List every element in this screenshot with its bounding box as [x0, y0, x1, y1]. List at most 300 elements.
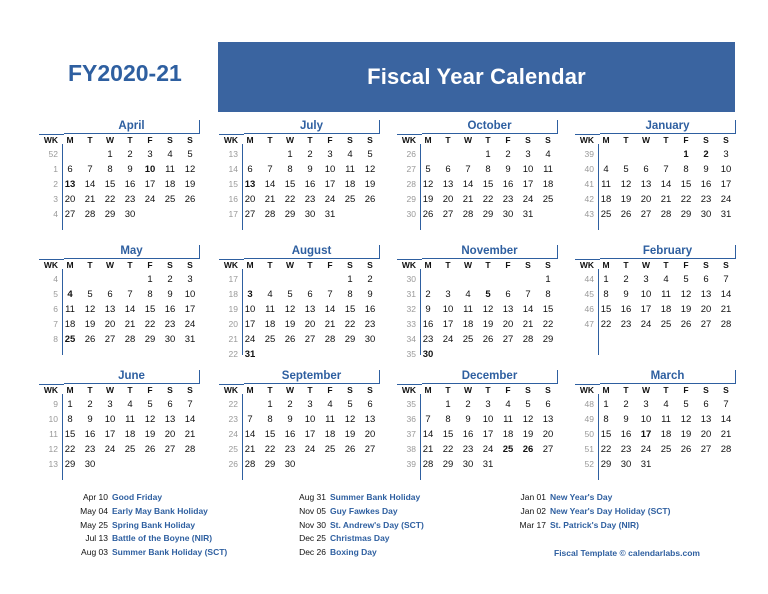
weekday-header: F [683, 135, 689, 145]
weekday-header: T [623, 260, 629, 270]
week-row [38, 333, 203, 346]
day-cell: 26 [680, 444, 692, 455]
day-cell: 9 [623, 414, 629, 425]
weekday-header: S [723, 385, 729, 395]
holiday-item [286, 532, 501, 546]
month-may [38, 245, 203, 363]
day-cell: 28 [84, 209, 96, 220]
week-row [574, 208, 739, 221]
day-cell: 2 [425, 289, 431, 300]
weekday-header: S [545, 385, 551, 395]
week-number: 13 [228, 149, 238, 159]
week-header: WK [401, 260, 416, 270]
day-cell: 30 [700, 209, 712, 220]
holiday-column [506, 491, 721, 532]
week-row [574, 163, 739, 176]
day-cell: 9 [425, 304, 431, 315]
week-number: 46 [584, 304, 594, 314]
week-header: WK [579, 135, 594, 145]
weekday-header: M [246, 385, 254, 395]
weekday-header: T [663, 385, 669, 395]
day-cell: 25 [600, 209, 612, 220]
week-row [218, 178, 383, 191]
day-cell: 17 [104, 429, 116, 440]
day-cell: 8 [107, 164, 113, 175]
day-cell: 18 [660, 304, 672, 315]
day-cell: 30 [284, 459, 296, 470]
day-cell: 6 [545, 399, 551, 410]
day-cell: 26 [144, 444, 156, 455]
weekday-header: T [87, 260, 93, 270]
day-cell: 28 [422, 459, 434, 470]
day-cell: 21 [244, 444, 256, 455]
day-cell: 8 [347, 289, 353, 300]
week-number: 51 [584, 444, 594, 454]
day-cell: 11 [165, 164, 175, 175]
weekday-header-row [218, 134, 383, 147]
week-number: 18 [228, 289, 238, 299]
day-cell: 25 [64, 334, 76, 345]
holiday-item [68, 519, 283, 533]
day-cell: 18 [344, 179, 356, 190]
weekday-header-row [38, 134, 203, 147]
day-cell: 30 [462, 459, 474, 470]
holiday-item [68, 532, 283, 546]
day-cell: 16 [620, 304, 632, 315]
day-cell: 9 [623, 289, 629, 300]
day-cell: 17 [720, 179, 732, 190]
week-number: 34 [406, 334, 416, 344]
week-header: WK [43, 260, 58, 270]
day-cell: 6 [247, 164, 253, 175]
weekday-header: T [127, 135, 133, 145]
weekday-header: T [307, 135, 313, 145]
day-cell: 22 [144, 319, 156, 330]
week-number: 23 [228, 414, 238, 424]
week-number: 35 [406, 399, 416, 409]
day-cell: 3 [327, 149, 333, 160]
day-cell: 26 [620, 209, 632, 220]
day-cell: 24 [304, 444, 316, 455]
day-cell: 19 [144, 429, 156, 440]
day-cell: 30 [620, 459, 632, 470]
week-row [38, 443, 203, 456]
day-cell: 3 [187, 274, 193, 285]
weekday-header: W [463, 135, 473, 145]
day-cell: 15 [680, 179, 692, 190]
day-cell: 19 [482, 319, 494, 330]
day-cell: 8 [67, 414, 73, 425]
weekday-header: F [327, 260, 333, 270]
day-cell: 12 [680, 289, 692, 300]
week-number: 49 [584, 414, 594, 424]
day-cell: 25 [502, 444, 514, 455]
weekday-header: S [167, 135, 173, 145]
day-cell: 4 [347, 149, 353, 160]
week-number: 29 [406, 194, 416, 204]
day-cell: 22 [542, 319, 554, 330]
holiday-date: Jan 02 [520, 505, 546, 516]
weekday-header: W [105, 260, 115, 270]
weekday-header: S [545, 135, 551, 145]
day-cell: 3 [643, 399, 649, 410]
day-cell: 29 [64, 459, 76, 470]
day-cell: 8 [683, 164, 689, 175]
day-cell: 27 [304, 334, 316, 345]
holiday-date: Jan 01 [520, 492, 546, 502]
day-cell: 23 [304, 194, 316, 205]
weekday-header: S [187, 385, 193, 395]
day-cell: 22 [600, 319, 612, 330]
day-cell: 17 [522, 179, 534, 190]
day-cell: 10 [144, 164, 156, 175]
day-cell: 20 [244, 194, 256, 205]
day-cell: 5 [525, 399, 531, 410]
week-row [574, 443, 739, 456]
weekday-header: T [445, 385, 451, 395]
holiday-item [68, 505, 283, 519]
day-cell: 1 [347, 274, 353, 285]
day-cell: 21 [324, 319, 336, 330]
month-name: June [64, 370, 200, 384]
weekday-header: F [147, 385, 153, 395]
day-cell: 15 [600, 304, 612, 315]
day-cell: 21 [84, 194, 96, 205]
day-cell: 19 [184, 179, 196, 190]
day-cell: 8 [445, 414, 451, 425]
day-cell: 4 [327, 399, 333, 410]
day-cell: 3 [247, 289, 253, 300]
week-number: 37 [406, 429, 416, 439]
day-cell: 10 [244, 304, 256, 315]
week-row [574, 303, 739, 316]
day-cell: 22 [264, 444, 276, 455]
day-cell: 23 [422, 334, 434, 345]
day-cell: 19 [680, 429, 692, 440]
day-cell: 16 [364, 304, 376, 315]
weekday-header: W [641, 135, 651, 145]
day-cell: 15 [144, 304, 156, 315]
day-cell: 21 [660, 194, 672, 205]
month-name: April [64, 120, 200, 134]
day-cell: 17 [442, 319, 454, 330]
week-row [396, 288, 561, 301]
day-cell: 26 [422, 209, 434, 220]
month-january [574, 120, 739, 238]
week-number: 28 [406, 179, 416, 189]
day-cell: 15 [64, 429, 76, 440]
day-cell: 6 [703, 399, 709, 410]
holiday-name: New Year's Day [550, 492, 613, 502]
week-row [218, 458, 383, 471]
week-number: 3 [53, 194, 58, 204]
weekday-header: T [267, 260, 273, 270]
day-cell: 28 [244, 459, 256, 470]
weekday-header: W [285, 385, 295, 395]
day-cell: 8 [603, 289, 609, 300]
week-row [218, 348, 383, 361]
weekday-header: M [602, 135, 610, 145]
weekday-header: W [105, 385, 115, 395]
holiday-name: Summer Bank Holiday [330, 492, 421, 502]
week-row [218, 318, 383, 331]
day-cell: 23 [620, 444, 632, 455]
week-number: 25 [228, 444, 238, 454]
day-cell: 4 [167, 149, 173, 160]
day-cell: 21 [184, 429, 196, 440]
week-row [574, 428, 739, 441]
week-number: 52 [48, 149, 58, 159]
week-row [396, 348, 561, 361]
day-cell: 22 [104, 194, 116, 205]
day-cell: 23 [84, 444, 96, 455]
weekday-header: S [525, 260, 531, 270]
day-cell: 10 [442, 304, 454, 315]
day-cell: 27 [542, 444, 554, 455]
day-cell: 27 [164, 444, 176, 455]
weekday-header: S [347, 135, 353, 145]
week-number: 7 [53, 319, 58, 329]
week-number: 42 [584, 194, 594, 204]
day-cell: 25 [660, 444, 672, 455]
month-august [218, 245, 383, 363]
day-cell: 2 [127, 149, 133, 160]
day-cell: 7 [525, 289, 531, 300]
day-cell: 23 [502, 194, 514, 205]
week-row [218, 193, 383, 206]
day-cell: 28 [720, 444, 732, 455]
weekday-header: S [723, 260, 729, 270]
day-cell: 8 [603, 414, 609, 425]
day-cell: 7 [663, 164, 669, 175]
day-cell: 30 [164, 334, 176, 345]
week-row [396, 333, 561, 346]
day-cell: 26 [344, 444, 356, 455]
weekday-header: T [307, 260, 313, 270]
day-cell: 7 [267, 164, 273, 175]
day-cell: 19 [284, 319, 296, 330]
day-cell: 17 [482, 429, 494, 440]
day-cell: 27 [640, 209, 652, 220]
day-cell: 19 [84, 319, 96, 330]
day-cell: 6 [307, 289, 313, 300]
day-cell: 3 [723, 149, 729, 160]
day-cell: 23 [284, 444, 296, 455]
month-name: November [422, 245, 558, 259]
weekday-header: F [683, 385, 689, 395]
day-cell: 10 [522, 164, 534, 175]
weekday-header: F [147, 260, 153, 270]
day-cell: 13 [304, 304, 316, 315]
week-row [574, 318, 739, 331]
day-cell: 20 [64, 194, 76, 205]
holiday-date: Nov 05 [299, 505, 326, 516]
day-cell: 4 [465, 289, 471, 300]
day-cell: 1 [107, 149, 113, 160]
day-cell: 27 [442, 209, 454, 220]
day-cell: 8 [485, 164, 491, 175]
day-cell: 12 [620, 179, 632, 190]
month-december [396, 370, 561, 488]
holiday-date: Dec 26 [299, 547, 326, 558]
day-cell: 2 [505, 149, 511, 160]
week-number: 22 [228, 349, 238, 359]
week-number: 1 [53, 164, 58, 174]
day-cell: 4 [67, 289, 73, 300]
day-cell: 6 [643, 164, 649, 175]
day-cell: 5 [683, 274, 689, 285]
week-number: 50 [584, 429, 594, 439]
week-number: 33 [406, 319, 416, 329]
day-cell: 1 [445, 399, 451, 410]
month-name: January [600, 120, 736, 134]
weekday-header: M [246, 135, 254, 145]
week-number: 19 [228, 304, 238, 314]
weekday-header: M [66, 135, 74, 145]
week-row [218, 443, 383, 456]
day-cell: 27 [244, 209, 256, 220]
day-cell: 6 [367, 399, 373, 410]
day-cell: 2 [623, 399, 629, 410]
day-cell: 3 [525, 149, 531, 160]
week-number: 8 [53, 334, 58, 344]
day-cell: 11 [65, 304, 75, 315]
holiday-name: Boxing Day [330, 547, 377, 558]
week-header: WK [43, 385, 58, 395]
day-cell: 10 [324, 164, 336, 175]
day-cell: 2 [623, 274, 629, 285]
month-name: October [422, 120, 558, 134]
day-cell: 14 [184, 414, 196, 425]
day-cell: 22 [482, 194, 494, 205]
holiday-name: Early May Bank Holiday [112, 505, 208, 516]
day-cell: 21 [720, 429, 732, 440]
week-row [218, 398, 383, 411]
weekday-header: T [485, 135, 491, 145]
weekday-header: T [663, 135, 669, 145]
weekday-header: M [602, 385, 610, 395]
day-cell: 9 [287, 414, 293, 425]
week-row [38, 458, 203, 471]
calendar-banner: Fiscal Year Calendar [218, 42, 735, 112]
day-cell: 5 [683, 399, 689, 410]
day-cell: 6 [445, 164, 451, 175]
week-row [218, 333, 383, 346]
day-cell: 25 [124, 444, 136, 455]
day-cell: 13 [104, 304, 116, 315]
day-cell: 16 [700, 179, 712, 190]
day-cell: 22 [344, 319, 356, 330]
weekday-header: T [127, 385, 133, 395]
day-cell: 27 [64, 209, 76, 220]
month-march [574, 370, 739, 488]
day-cell: 24 [640, 444, 652, 455]
holiday-item [506, 519, 721, 533]
day-cell: 15 [542, 304, 554, 315]
week-row [38, 318, 203, 331]
weekday-header: S [167, 385, 173, 395]
day-cell: 31 [640, 459, 652, 470]
day-cell: 20 [104, 319, 116, 330]
day-cell: 24 [144, 194, 156, 205]
day-cell: 29 [284, 209, 296, 220]
week-row [396, 148, 561, 161]
day-cell: 21 [462, 194, 474, 205]
holiday-name: Good Friday [112, 492, 163, 502]
day-cell: 3 [147, 149, 153, 160]
day-cell: 29 [600, 459, 612, 470]
month-september [218, 370, 383, 488]
day-cell: 21 [264, 194, 276, 205]
day-cell: 1 [603, 399, 609, 410]
weekday-header: T [307, 385, 313, 395]
day-cell: 11 [345, 164, 355, 175]
footer-credit[interactable]: Fiscal Template © calendarlabs.com [554, 548, 700, 558]
day-cell: 24 [720, 194, 732, 205]
week-header: WK [401, 135, 416, 145]
holiday-item [506, 491, 721, 505]
day-cell: 8 [545, 289, 551, 300]
day-cell: 22 [442, 444, 454, 455]
day-cell: 23 [620, 319, 632, 330]
day-cell: 13 [244, 179, 256, 190]
holiday-name: Battle of the Boyne (NIR) [112, 533, 213, 544]
week-number: 11 [49, 429, 58, 439]
day-cell: 7 [247, 414, 253, 425]
weekday-header: S [703, 385, 709, 395]
day-cell: 29 [442, 459, 454, 470]
holiday-date: Nov 30 [299, 519, 326, 530]
weekday-header: F [683, 260, 689, 270]
week-row [38, 428, 203, 441]
day-cell: 3 [307, 399, 313, 410]
day-cell: 16 [502, 179, 514, 190]
day-cell: 9 [505, 164, 511, 175]
day-cell: 6 [67, 164, 73, 175]
week-row [396, 208, 561, 221]
day-cell: 9 [127, 164, 133, 175]
week-number: 16 [228, 194, 238, 204]
day-cell: 11 [661, 414, 671, 425]
week-number: 41 [584, 179, 594, 189]
day-cell: 20 [502, 319, 514, 330]
weekday-header: S [367, 260, 373, 270]
day-cell: 14 [244, 429, 256, 440]
day-cell: 15 [600, 429, 612, 440]
week-row [574, 148, 739, 161]
day-cell: 29 [482, 209, 494, 220]
day-cell: 9 [465, 414, 471, 425]
week-row [38, 178, 203, 191]
day-cell: 11 [543, 164, 553, 175]
day-cell: 9 [307, 164, 313, 175]
day-cell: 3 [485, 399, 491, 410]
week-row [218, 413, 383, 426]
holiday-name: Guy Fawkes Day [330, 505, 398, 516]
holiday-name: St. Andrew's Day (SCT) [330, 519, 424, 530]
day-cell: 11 [601, 179, 611, 190]
day-cell: 5 [147, 399, 153, 410]
day-cell: 14 [462, 179, 474, 190]
day-cell: 28 [522, 334, 534, 345]
week-header: WK [223, 385, 238, 395]
week-number: 2 [53, 179, 58, 189]
month-name: August [244, 245, 380, 259]
week-row [38, 398, 203, 411]
weekday-header: S [703, 260, 709, 270]
day-cell: 28 [660, 209, 672, 220]
day-cell: 20 [164, 429, 176, 440]
